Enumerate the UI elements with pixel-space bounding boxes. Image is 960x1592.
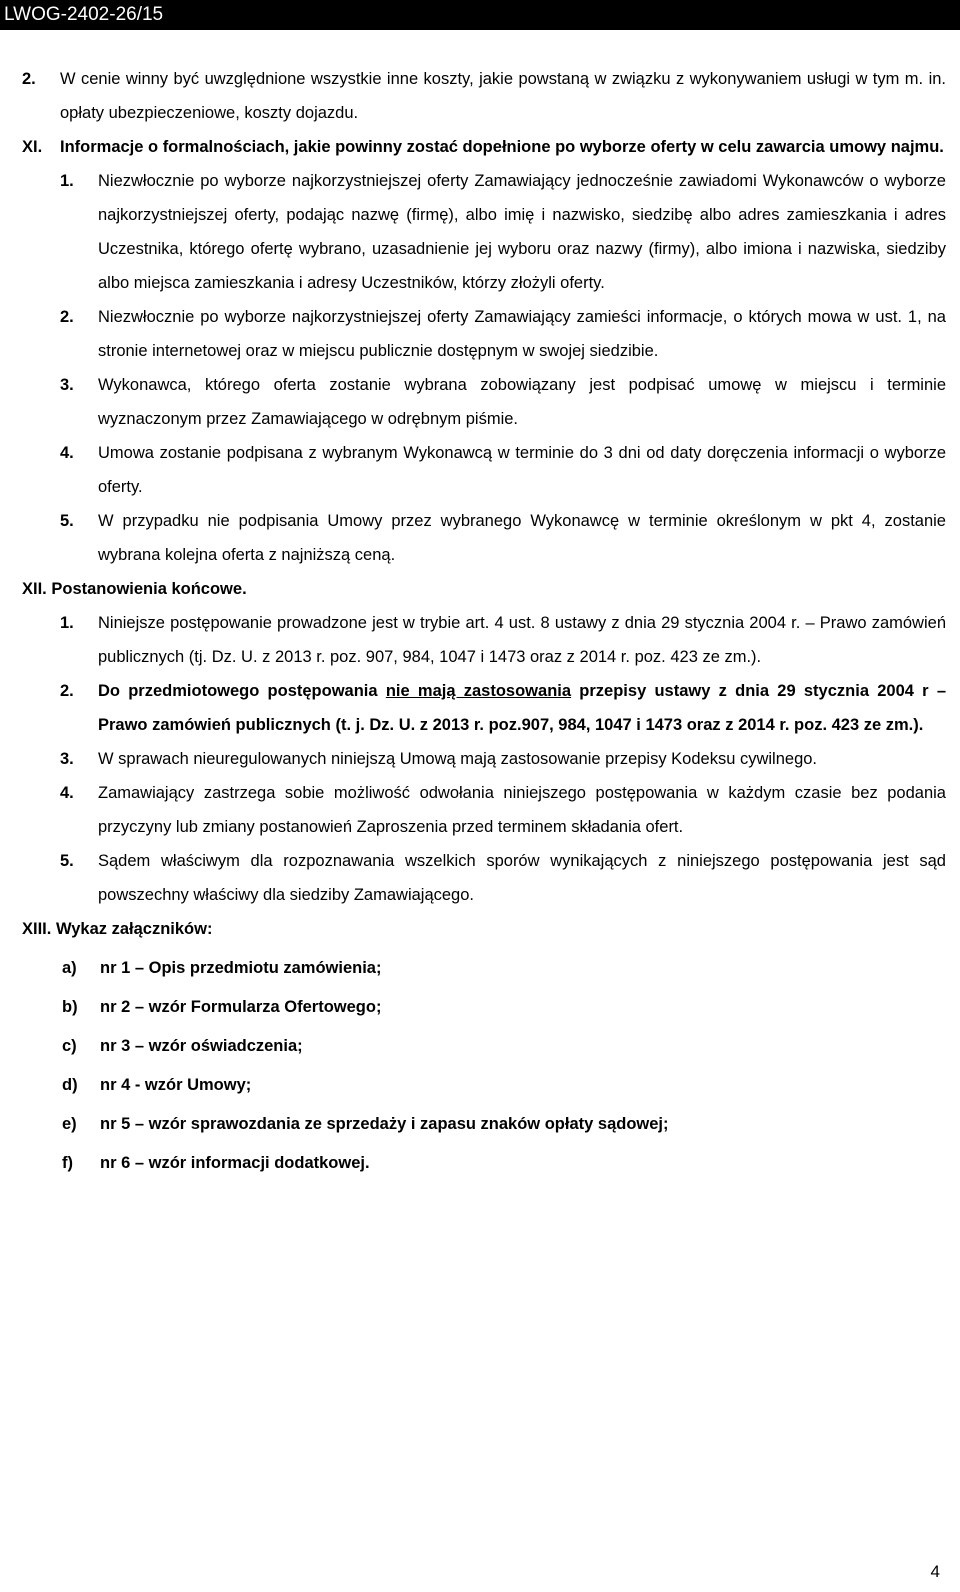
section-title: Wykaz załączników: <box>55 920 213 938</box>
item-number: 1. <box>60 172 74 190</box>
list-item <box>22 776 946 844</box>
item-number: 5. <box>60 512 74 530</box>
list-item <box>22 606 946 674</box>
item-number: 3. <box>60 376 74 394</box>
item-text: Umowa zostanie podpisana z wybranym Wykonawcą w terminie do 3 dni od daty doręczenia informacji o wyborze oferty. <box>98 444 946 496</box>
attachment-text: nr 3 – wzór oświadczenia; <box>100 1037 303 1055</box>
list-item <box>22 62 946 130</box>
attachment-item <box>22 990 946 1024</box>
attachment-label: c) <box>62 1037 77 1055</box>
attachment-label: b) <box>62 998 78 1016</box>
attachment-item <box>22 1068 946 1102</box>
page-number: 4 <box>930 1562 940 1581</box>
list-item <box>22 368 946 436</box>
item-number: 2. <box>22 70 36 88</box>
item-text: Niezwłocznie po wyborze najkorzystniejszej oferty Zamawiający zamieści informacje, o których mowa w ust. 1, na stronie internetowej oraz w miejscu publicznie dostępnym w swojej siedzibie. <box>98 308 946 360</box>
item-text-part: przepisy ustawy z dnia 29 stycznia 2004 r – Prawo zamówień publicznych (t. j. Dz. U. z 2013 r. poz.907, 984, 1047 i 1473 oraz z 2014 r. poz. 423 ze zm.). <box>98 682 947 734</box>
list-item <box>22 742 946 776</box>
item-number: 3. <box>60 750 74 768</box>
item-number: 4. <box>60 784 74 802</box>
attachment-item <box>22 1029 946 1063</box>
attachment-text: nr 6 – wzór informacji dodatkowej. <box>100 1154 370 1172</box>
document-reference: LWOG-2402-26/15 <box>4 4 164 25</box>
attachment-label: d) <box>62 1076 78 1094</box>
attachment-text: nr 5 – wzór sprawozdania ze sprzedaży i zapasu znaków opłaty sądowej; <box>100 1115 669 1133</box>
list-item <box>22 300 946 368</box>
item-number: 2. <box>60 308 74 326</box>
item-number: 5. <box>60 852 74 870</box>
item-text: Zamawiający zastrzega sobie możliwość odwołania niniejszego postępowania w każdym czasie bez podania przyczyny lub zmiany postanowień Zaproszenia przed terminem składania ofert. <box>98 784 946 836</box>
item-text: Niniejsze postępowanie prowadzone jest w trybie art. 4 ust. 8 ustawy z dnia 29 stycznia 2004 r. – Prawo zamówień publicznych (tj. Dz. U. z 2013 r. poz. 907, 984, 1047 i 1473 oraz z 2014 r. poz. 423 ze zm.). <box>98 614 946 666</box>
item-text-part: Do przedmiotowego postępowania <box>98 682 378 700</box>
attachment-text: nr 4 - wzór Umowy; <box>100 1076 252 1094</box>
section-heading-xiii <box>22 912 946 946</box>
item-number: 2. <box>60 682 74 700</box>
attachment-label: f) <box>62 1154 73 1172</box>
item-text: Sądem właściwym dla rozpoznawania wszelkich sporów wynikających z niniejszego postępowania jest sąd powszechny właściwy dla siedziby Zamawiającego. <box>98 852 946 904</box>
item-text: Wykonawca, którego oferta zostanie wybrana zobowiązany jest podpisać umowę w miejscu i terminie wyznaczonym przez Zamawiającego w odrębnym piśmie. <box>98 376 946 428</box>
item-text: W przypadku nie podpisania Umowy przez wybranego Wykonawcę w terminie określonym w pkt 4, zostanie wybrana kolejna oferta z najniższą ceną. <box>98 512 946 564</box>
item-text: Niezwłocznie po wyborze najkorzystniejszej oferty Zamawiający jednocześnie zawiadomi Wykonawców o wyborze najkorzystniejszej oferty, podając nazwę (firmę), albo imię i nazwisko, siedzibę albo adres zamieszkania i adres Uczestnika, którego ofertę wybrano, uzasadnienie jej wyboru oraz nazwy (firmy), albo imiona i nazwiska, siedziby albo miejsca zamieszkania i adresy Uczestników, którzy złożyli oferty. <box>98 172 946 292</box>
item-text-underlined: nie mają zastosowania <box>385 682 572 700</box>
item-number: 1. <box>60 614 74 632</box>
list-item <box>22 164 946 300</box>
section-title: Postanowienia końcowe. <box>51 580 247 598</box>
attachment-text: nr 1 – Opis przedmiotu zamówienia; <box>100 959 382 977</box>
attachment-item <box>22 1107 946 1141</box>
section-heading-xi <box>22 130 946 164</box>
attachment-item <box>22 1146 946 1180</box>
list-item <box>22 436 946 504</box>
section-number: XII. <box>22 580 47 598</box>
section-number: XIII. <box>22 920 52 938</box>
item-number: 4. <box>60 444 74 462</box>
section-title: Informacje o formalnościach, jakie powinny zostać dopełnione po wyborze oferty w celu zawarcia umowy najmu. <box>60 138 944 156</box>
item-text: W sprawach nieuregulowanych niniejszą Umową mają zastosowanie przepisy Kodeksu cywilnego. <box>98 750 818 768</box>
item-text: W cenie winny być uwzględnione wszystkie inne koszty, jakie powstaną w związku z wykonywaniem usługi w tym m. in. opłaty ubezpieczeniowe, koszty dojazdu. <box>60 70 946 122</box>
document-header <box>0 0 960 30</box>
attachment-text: nr 2 – wzór Formularza Ofertowego; <box>100 998 382 1016</box>
section-number: XI. <box>22 138 43 156</box>
list-item <box>22 504 946 572</box>
section-heading-xii <box>22 572 946 606</box>
list-item <box>22 674 946 742</box>
list-item <box>22 844 946 912</box>
attachment-label: e) <box>62 1115 77 1133</box>
attachment-item <box>22 951 946 985</box>
attachment-label: a) <box>62 959 77 977</box>
document-body <box>22 62 946 1180</box>
